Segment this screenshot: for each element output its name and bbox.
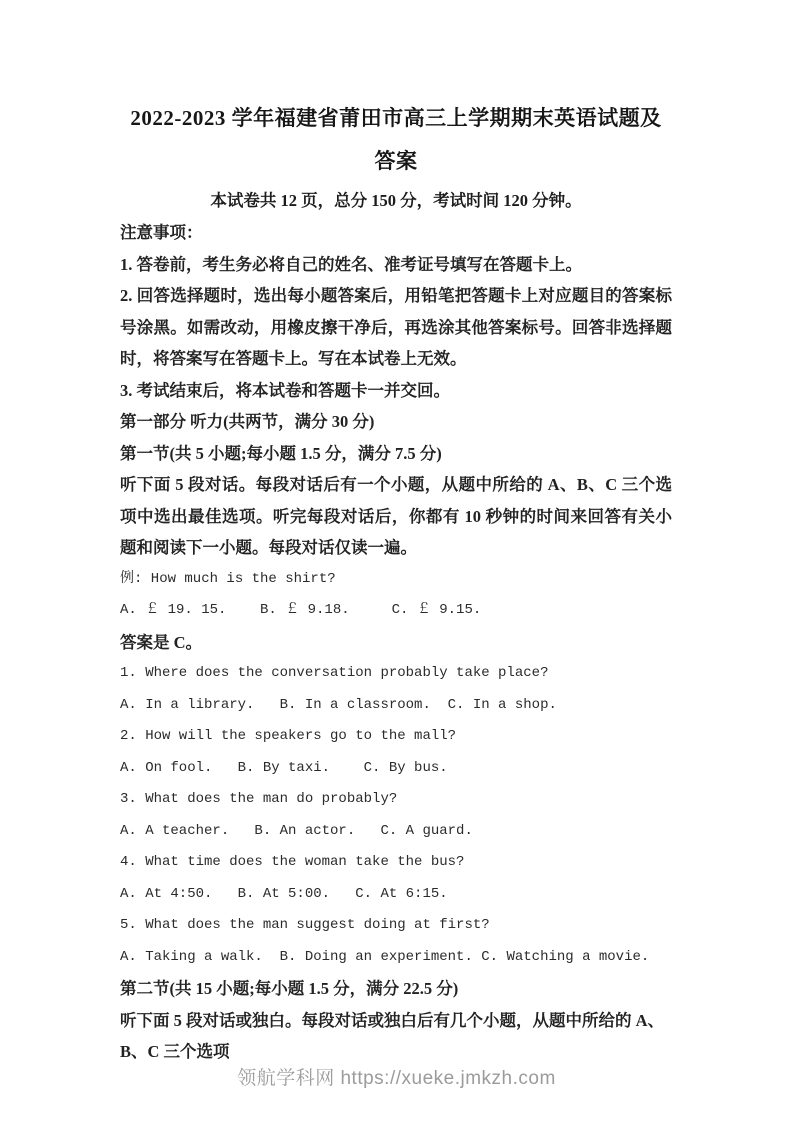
section1-heading: 第一节(共 5 小题;每小题 1.5 分，满分 7.5 分): [120, 443, 442, 463]
example-options: A. ￡ 19. 15. B. ￡ 9.18. C. ￡ 9.15.: [120, 602, 482, 618]
example-answer: 答案是 C。: [120, 632, 203, 652]
question-options: A. At 4:50. B. At 5:00. C. At 6:15.: [120, 885, 448, 902]
page-title: 2022-2023 学年福建省莆田市高三上学期期末英语试题及答案: [130, 106, 662, 173]
question-text: 4. What time does the woman take the bus?: [120, 854, 465, 870]
notice-item-3: 3. 考试结束后，将本试卷和答题卡一并交回。: [120, 380, 450, 400]
question-text: 2. How will the speakers go to the mall?: [120, 728, 457, 744]
question-options: A. A teacher. B. An actor. C. A guard.: [120, 822, 473, 839]
section2-instructions: 听下面 5 段对话或独白。每段对话或独白后有几个小题，从题中所给的 A、B、C 三个选项: [120, 1010, 665, 1061]
notice-item-2: 2. 回答选择题时，选出每小题答案后，用铅笔把答题卡上对应题目的答案标号涂黑。如需改动，用橡皮擦干净后，再选涂其他答案标号。回答非选择题时，将答案写在答题卡上。写在本试卷上无效。: [120, 286, 672, 368]
question-text: 1. Where does the conversation probably take place?: [120, 665, 549, 681]
notice-heading: 注意事项：: [120, 223, 203, 242]
question-options: A. Taking a walk. B. Doing an experiment. C. Watching a movie.: [120, 948, 650, 965]
question-options: A. In a library. B. In a classroom. C. In a shop.: [120, 696, 557, 713]
notice-item-1: 1. 答卷前，考生务必将自己的姓名、准考证号填写在答题卡上。: [120, 254, 582, 274]
section1-instructions: 听下面 5 段对话。每段对话后有一个小题，从题中所给的 A、B、C 三个选项中选出最佳选项。听完每段对话后，你都有 10 秒钟的时间来回答有关小题和阅读下一小题。每段对话仅读一遍。: [120, 475, 672, 557]
example-question: 例: How much is the shirt?: [120, 570, 336, 587]
section2-heading: 第二节(共 15 小题;每小题 1.5 分，满分 22.5 分): [120, 979, 459, 998]
watermark: 领航学科网 https://xueke.jmkzh.com: [237, 1068, 556, 1089]
exam-info-line: 本试卷共 12 页，总分 150 分，考试时间 120 分钟。: [210, 191, 582, 210]
part1-heading: 第一部分 听力(共两节，满分 30 分): [120, 412, 375, 431]
question-options: A. On fool. B. By taxi. C. By bus.: [120, 759, 448, 776]
question-text: 5. What does the man suggest doing at first?: [120, 917, 490, 933]
question-text: 3. What does the man do probably?: [120, 791, 398, 807]
